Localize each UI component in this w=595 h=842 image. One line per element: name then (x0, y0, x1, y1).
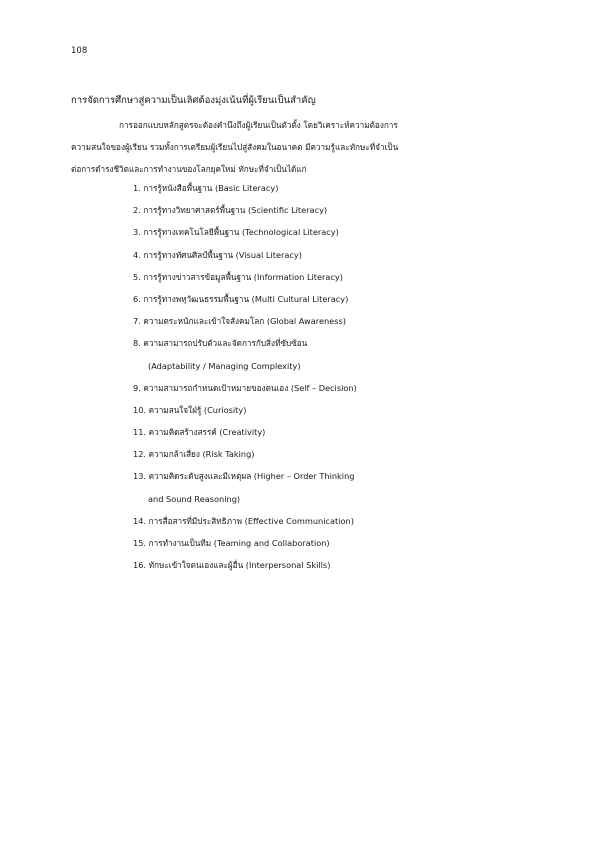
list-item: 13. ความคิดระดับสูงและมีเหตุผล (Higher – Order Thinking (133, 471, 355, 482)
paragraph-line: การออกแบบหลักสูตรจะต้องคำนึงถึงผู้เรียนเป็นตัวตั้ง โดยวิเคราะห์ความต้องการ (119, 120, 398, 130)
list-item-continuation: (Adaptability / Managing Complexity) (148, 360, 301, 371)
list-item: 3. การรู้ทางเทคโนโลยีพื้นฐาน (Technological Literacy) (133, 227, 339, 238)
paragraph-line: ความสนใจของผู้เรียน รวมทั้งการเตรียมผู้เรียนไปสู่สังคมในอนาคต มีความรู้และทักษะที่จำเป็น (71, 142, 399, 152)
list-item: 4. การรู้ทางทัศนศิลป์พื้นฐาน (Visual Literacy) (133, 249, 302, 260)
skills-list (133, 177, 533, 576)
list-item: 6. การรู้ทางพหุวัฒนธรรมพื้นฐาน (Multi Cultural Literacy) (133, 293, 349, 304)
list-item: 10. ความสนใจใฝ่รู้ (Curiosity) (133, 404, 247, 415)
list-item: 15. การทำงานเป็นทีม (Teaming and Collaboration) (133, 538, 330, 548)
list-item: 16. ทักษะเข้าใจตนเองและผู้อื่น (Interpersonal Skills) (133, 560, 331, 571)
section-heading: การจัดการศึกษาสู่ความเป็นเลิศต้องมุ่งเน้นที่ผู้เรียนเป็นสำคัญ (71, 95, 316, 106)
list-item: 5. การรู้ทางข่าวสารข้อมูลพื้นฐาน (Information Literacy) (133, 271, 343, 282)
list-item-continuation: and Sound Reasoning) (148, 493, 241, 504)
list-item: 1. การรู้หนังสือพื้นฐาน (Basic Literacy) (133, 183, 279, 193)
page-number: 108 (71, 46, 88, 56)
list-item: 11. ความคิดสร้างสรรค์ (Creativity) (133, 427, 266, 438)
list-item: 14. การสื่อสารที่มีประสิทธิภาพ (Effective Communication) (133, 515, 354, 526)
list-item: 2. การรู้ทางวิทยาศาสตร์พื้นฐาน (Scientific Literacy) (133, 205, 328, 216)
list-item: 8. ความสามารถปรับตัวและจัดการกับสิ่งที่ซับซ้อน (133, 338, 308, 349)
list-item: 7. ความตระหนักและเข้าใจสังคมโลก (Global Awareness) (133, 316, 346, 327)
intro-paragraph (71, 114, 523, 180)
list-item: 9. ความสามารถกำหนดเป้าหมายของตนเอง (Self – Decision) (133, 382, 357, 393)
paragraph-line: ต่อการดำรงชีวิตและการทำงานของโลกยุคใหม่ ทักษะที่จำเป็นได้แก่ (71, 164, 307, 174)
list-item: 12. ความกล้าเสี่ยง (Risk Taking) (133, 449, 255, 460)
